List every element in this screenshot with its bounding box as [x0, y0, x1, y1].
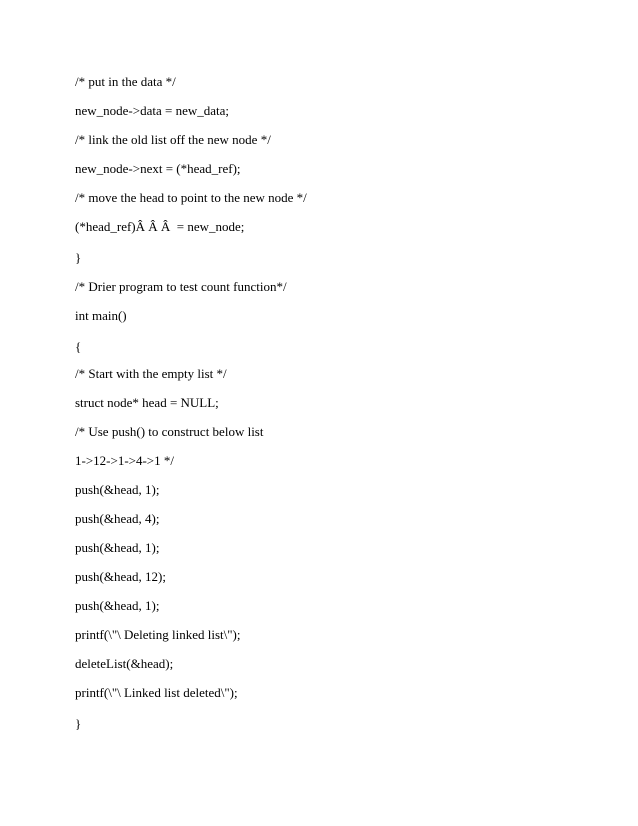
- code-line: }: [75, 250, 82, 265]
- code-line: 1->12->1->4->1 */: [75, 453, 175, 468]
- code-line: push(&head, 1);: [75, 540, 160, 555]
- code-line: struct node* head = NULL;: [75, 395, 219, 410]
- code-line: printf(\"\ Linked list deleted\");: [75, 685, 238, 700]
- code-line: /* move the head to point to the new node */: [75, 190, 307, 205]
- code-line: (*head_ref)Â Â Â = new_node;: [75, 219, 245, 234]
- code-line: deleteList(&head);: [75, 656, 174, 671]
- code-line: new_node->next = (*head_ref);: [75, 161, 241, 176]
- code-line: push(&head, 12);: [75, 569, 166, 584]
- code-line: /* put in the data */: [75, 74, 176, 89]
- code-line: {: [75, 339, 82, 354]
- code-line: new_node->data = new_data;: [75, 103, 229, 118]
- code-line: /* Start with the empty list */: [75, 366, 227, 381]
- code-line: }: [75, 716, 82, 731]
- code-line: /* Drier program to test count function*/: [75, 279, 287, 294]
- code-line: printf(\"\ Deleting linked list\");: [75, 627, 241, 642]
- code-line: int main(): [75, 308, 127, 323]
- code-line: /* link the old list off the new node */: [75, 132, 271, 147]
- code-line: push(&head, 1);: [75, 482, 160, 497]
- code-line: push(&head, 1);: [75, 598, 160, 613]
- code-line: /* Use push() to construct below list: [75, 424, 264, 439]
- code-line: push(&head, 4);: [75, 511, 160, 526]
